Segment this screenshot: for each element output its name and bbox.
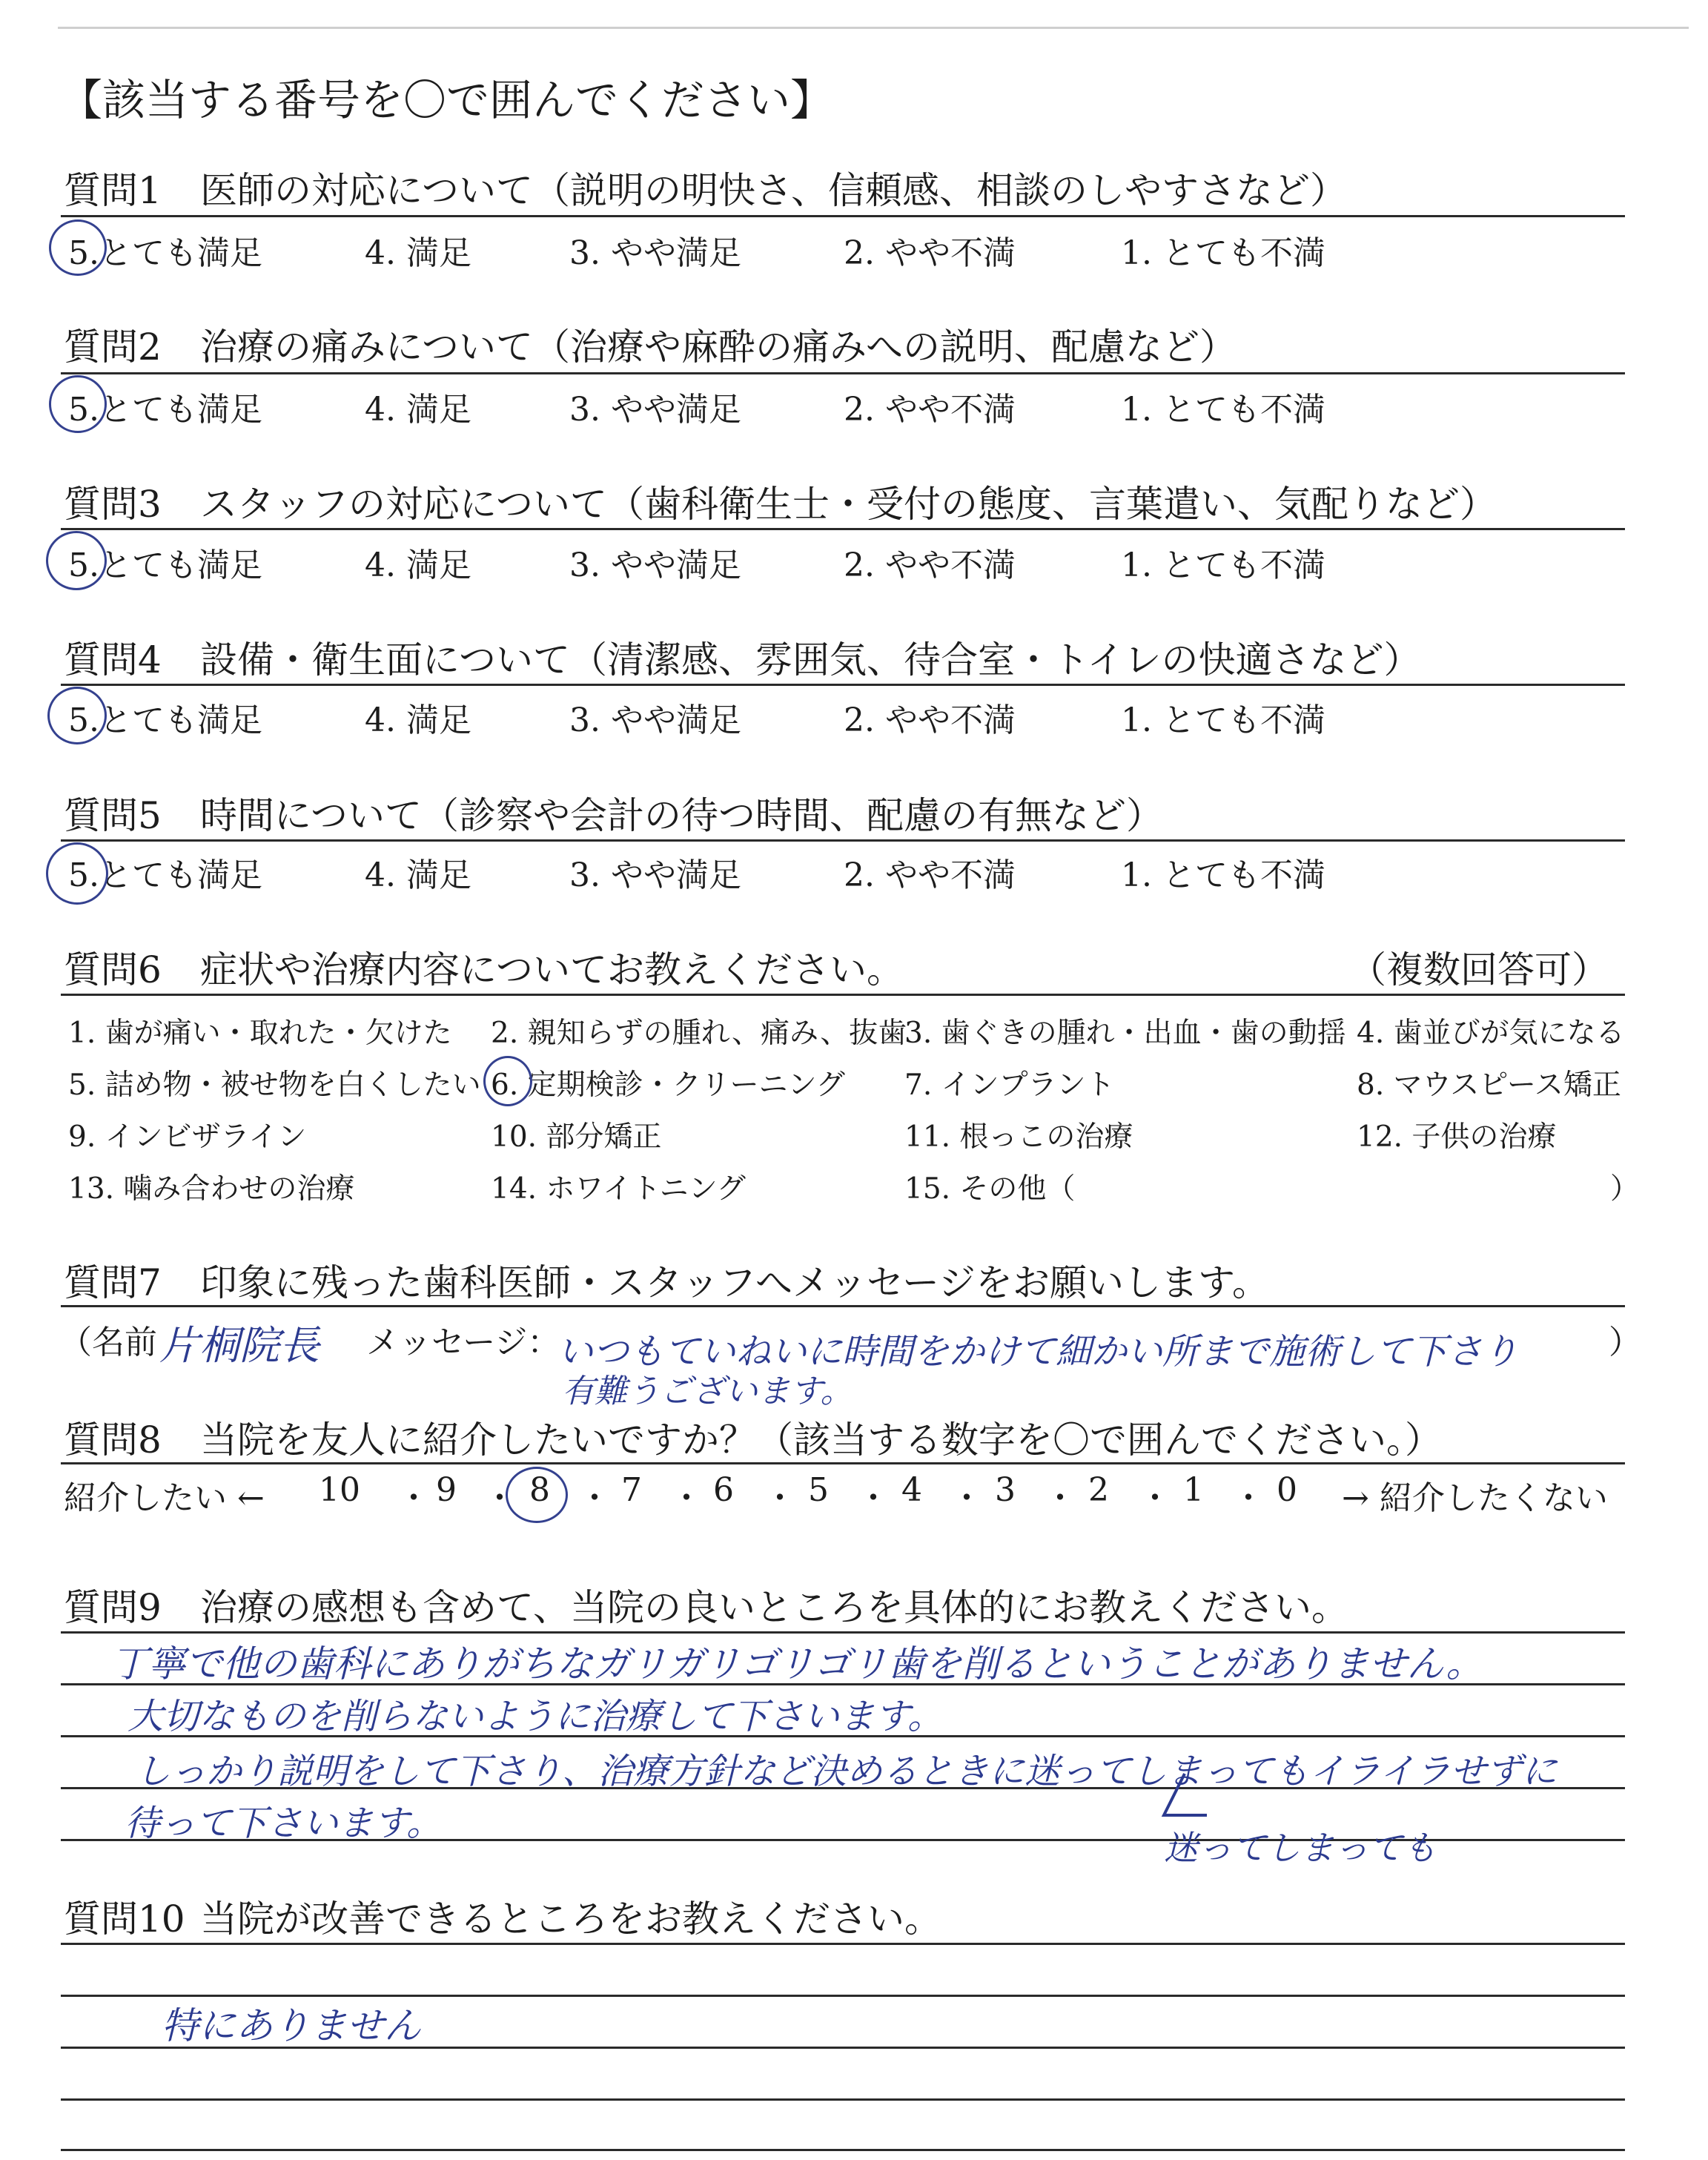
q6-item-2[interactable]: 2. 親知らずの腫れ、痛み、抜歯 [491, 1017, 907, 1050]
insertion-caret [1164, 1774, 1207, 1815]
q9-answer-insert[interactable]: 迷ってしまっても [1164, 1828, 1437, 1868]
scale-0[interactable]: 0 [1277, 1471, 1297, 1509]
question-5-text: 時間について（診察や会計の待つ時間、配慮の有無など） [200, 794, 1163, 837]
question-3-label: 質問3 [64, 483, 162, 526]
scale-4[interactable]: 4 [901, 1471, 922, 1509]
q2-option-4[interactable]: 4. 満足 [365, 391, 471, 429]
question-7-label: 質問7 [64, 1261, 162, 1304]
q6-item-4[interactable]: 4. 歯並びが気になる [1357, 1017, 1625, 1050]
scale-left-label: 紹介したい ← [64, 1479, 265, 1517]
q6-item-14[interactable]: 14. ホワイトニング [491, 1172, 746, 1206]
q9-answer-line-2[interactable]: 大切なものを削らないように治療して下さいます。 [128, 1696, 944, 1737]
q5-option-5[interactable]: 5.とても満足 [68, 856, 262, 894]
scale-10[interactable]: 10 [319, 1471, 360, 1509]
message-handwritten-line-2[interactable]: 有難うございます。 [562, 1373, 853, 1410]
q1-option-3[interactable]: 3. やや満足 [569, 234, 741, 272]
scale-dot: ・ [857, 1479, 890, 1517]
name-label: （名前 [59, 1324, 157, 1361]
question-6-label: 質問6 [64, 948, 162, 991]
scale-dot: ・ [397, 1479, 430, 1517]
question-2-text: 治療の痛みについて（治療や麻酔の痛みへの説明、配慮など） [200, 326, 1237, 369]
q6-item-12[interactable]: 12. 子供の治療 [1357, 1120, 1557, 1154]
q9-answer-line-3[interactable]: しっかり説明をして下さり、治療方針など決めるときに迷ってしまってもイライラせずに [135, 1751, 1558, 1792]
question-4-text: 設備・衛生面について（清潔感、雰囲気、待合室・トイレの快適さなど） [200, 638, 1421, 681]
q5-option-1[interactable]: 1. とても不満 [1121, 856, 1325, 894]
question-8-label: 質問8 [64, 1418, 162, 1462]
question-1-label: 質問1 [64, 169, 162, 212]
q4-option-4[interactable]: 4. 満足 [365, 701, 471, 739]
question-2-label: 質問2 [64, 326, 162, 369]
name-handwritten[interactable]: 片桐院長 [159, 1322, 320, 1369]
q4-option-1[interactable]: 1. とても不満 [1121, 701, 1325, 739]
scale-right-label: → 紹介したくない [1342, 1479, 1608, 1517]
q6-item-10[interactable]: 10. 部分矯正 [491, 1120, 662, 1154]
scale-dot: ・ [483, 1479, 516, 1517]
q1-option-2[interactable]: 2. やや不満 [844, 234, 1016, 272]
scale-1[interactable]: 1 [1183, 1471, 1204, 1509]
question-10-label: 質問10 [64, 1898, 185, 1941]
q1-option-1[interactable]: 1. とても不満 [1121, 234, 1325, 272]
question-1-text: 医師の対応について（説明の明快さ、信頼感、相談のしやすさなど） [200, 169, 1347, 212]
question-6-note: （複数回答可） [1349, 948, 1609, 991]
q3-option-3[interactable]: 3. やや満足 [569, 546, 741, 584]
q5-option-4[interactable]: 4. 満足 [365, 856, 471, 894]
q3-option-5[interactable]: 5.とても満足 [68, 546, 262, 584]
scale-7[interactable]: 7 [621, 1471, 642, 1509]
q6-item-13[interactable]: 13. 噛み合わせの治療 [68, 1172, 355, 1206]
question-9-label: 質問9 [64, 1586, 162, 1629]
q6-item-5[interactable]: 5. 詰め物・被せ物を白くしたい [68, 1069, 481, 1102]
q1-option-4[interactable]: 4. 満足 [365, 234, 471, 272]
message-handwritten-line-1[interactable]: いつもていねいに時間をかけて細かい所まで施術して下さり [557, 1331, 1519, 1373]
scale-dot: ・ [1044, 1479, 1076, 1517]
q5-option-3[interactable]: 3. やや満足 [569, 856, 741, 894]
q4-option-3[interactable]: 3. やや満足 [569, 701, 741, 739]
q6-item-11[interactable]: 11. 根っこの治療 [904, 1120, 1133, 1154]
q4-option-2[interactable]: 2. やや不満 [844, 701, 1016, 739]
q1-option-5[interactable]: 5.とても満足 [68, 234, 262, 272]
message-label: メッセージ： [366, 1324, 560, 1361]
question-6-text: 症状や治療内容についてお教えください。 [200, 948, 904, 991]
q6-item-8[interactable]: 8. マウスピース矯正 [1357, 1069, 1621, 1102]
q10-answer-handwritten[interactable]: 特にありません [162, 2004, 421, 2047]
scale-dot: ・ [764, 1479, 796, 1517]
scale-5[interactable]: 5 [808, 1471, 829, 1509]
q9-answer-line-4[interactable]: 待って下さいます。 [125, 1803, 443, 1844]
q5-option-2[interactable]: 2. やや不満 [844, 856, 1016, 894]
scale-dot: ・ [1139, 1479, 1171, 1517]
q3-option-4[interactable]: 4. 満足 [365, 546, 471, 584]
question-7-text: 印象に残った歯科医師・スタッフへメッセージをお願いします。 [200, 1261, 1269, 1304]
q3-option-1[interactable]: 1. とても不満 [1121, 546, 1325, 584]
q2-option-3[interactable]: 3. やや満足 [569, 391, 741, 429]
question-3-text: スタッフの対応について（歯科衛生士・受付の態度、言葉遣い、気配りなど） [200, 483, 1497, 526]
scale-dot: ・ [670, 1479, 703, 1517]
q4-option-5[interactable]: 5.とても満足 [68, 701, 262, 739]
scale-dot: ・ [950, 1479, 983, 1517]
q2-option-5[interactable]: 5.とても満足 [68, 391, 262, 429]
scale-2[interactable]: 2 [1088, 1471, 1109, 1509]
q6-item-1[interactable]: 1. 歯が痛い・取れた・欠けた [68, 1017, 452, 1050]
q2-option-2[interactable]: 2. やや不満 [844, 391, 1016, 429]
scale-8[interactable]: 8 [529, 1471, 550, 1509]
scale-9[interactable]: 9 [436, 1471, 457, 1509]
q6-item-9[interactable]: 9. インビザライン [68, 1120, 307, 1154]
scale-3[interactable]: 3 [995, 1471, 1016, 1509]
question-5-label: 質問5 [64, 794, 162, 837]
q6-item-15[interactable]: 15. その他（ [904, 1172, 1076, 1206]
q9-answer-line-1[interactable]: 丁寧で他の歯科にありがちなガリガリゴリゴリ歯を削るということがありません。 [111, 1642, 1483, 1685]
scale-dot: ・ [578, 1479, 611, 1517]
q6-item-6[interactable]: 6. 定期検診・クリーニング [491, 1069, 845, 1102]
question-10-text: 当院が改善できるところをお教えください。 [200, 1898, 941, 1941]
message-close: ） [1609, 1324, 1641, 1361]
q6-item-3[interactable]: 3. 歯ぐきの腫れ・出血・歯の動揺 [904, 1017, 1346, 1050]
page-instruction: 【該当する番号を〇で囲んでください】 [59, 75, 834, 125]
q6-item-15-close: ） [1610, 1172, 1640, 1206]
q2-option-1[interactable]: 1. とても不満 [1121, 391, 1325, 429]
scale-6[interactable]: 6 [713, 1471, 734, 1509]
q3-option-2[interactable]: 2. やや不満 [844, 546, 1016, 584]
question-4-label: 質問4 [64, 638, 162, 681]
scale-dot: ・ [1232, 1479, 1265, 1517]
question-8-text: 当院を友人に紹介したいですか？（該当する数字を〇で囲んでください。） [200, 1418, 1442, 1462]
q6-item-7[interactable]: 7. インプラント [904, 1069, 1115, 1102]
question-9-text: 治療の感想も含めて、当院の良いところを具体的にお教えください。 [200, 1586, 1348, 1629]
